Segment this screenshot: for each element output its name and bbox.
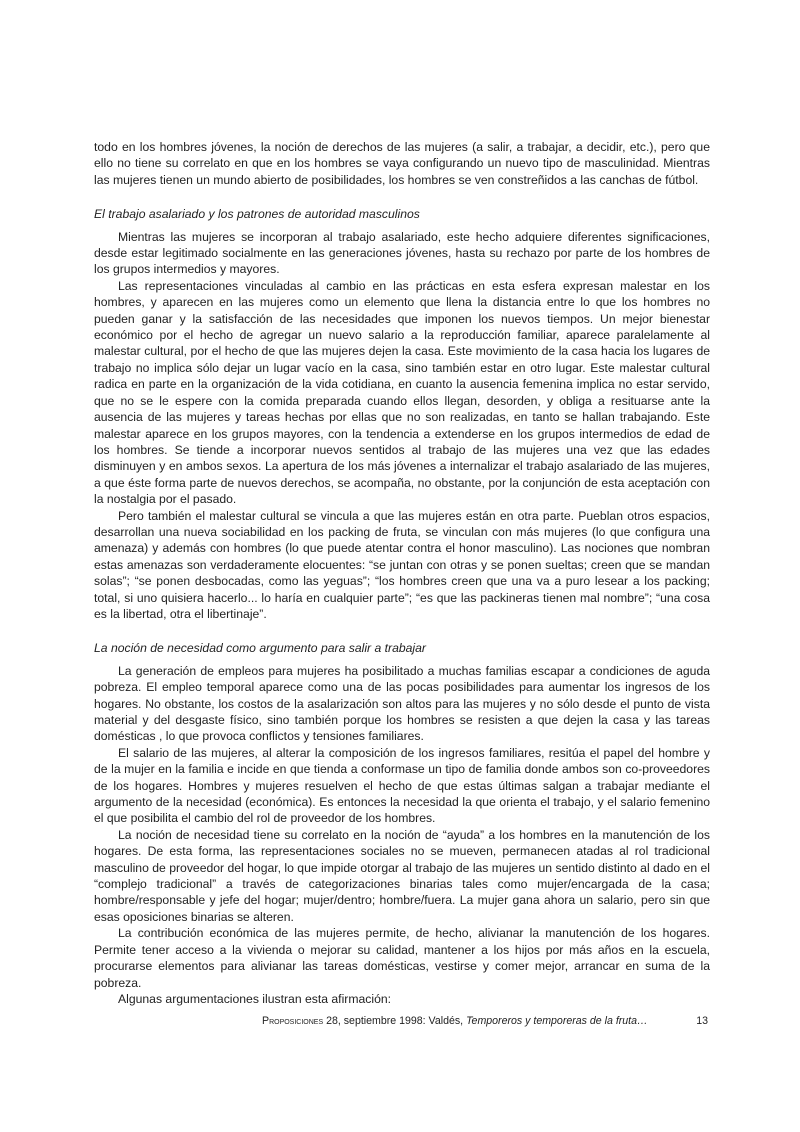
- footer-title: Temporeros y temporeras de la fruta…: [466, 1015, 648, 1027]
- paragraph: La generación de empleos para mujeres ha posibilitado a muchas familias escapar a condiciones de aguda pobreza. El empleo temporal aparece como una de las pocas posibilidades para aumentar los ingresos de los hogares. No obstante, los costos de la asalarización son altos para las mujeres y no sólo desde el punto de vista material y del desgaste físico, sino también porque los hombres se resisten a que dejen la casa y las tareas domésticas , lo que provoca conflictos y tensiones familiares.: [94, 663, 710, 744]
- section-heading-salaried-work: El trabajo asalariado y los patrones de autoridad masculinos: [94, 207, 420, 222]
- footer-journal: Proposiciones: [262, 1015, 324, 1027]
- paragraph: Algunas argumentaciones ilustran esta afirmación:: [118, 991, 392, 1006]
- paragraph: La noción de necesidad tiene su correlato en la noción de “ayuda” a los hombres en la manutención de los hogares. De esta forma, las representaciones sociales no se mueven, permanecen atadas al rol tradicional masculino de proveedor del hogar, lo que impide otorgar al trabajo de las mujeres un sentido distinto al dado en el “complejo tradicional” a través de categorizaciones binarias tales como mujer/encargada de la casa; hombre/responsable y jefe del hogar; mujer/dentro; hombre/fuera. La mujer gana ahora un salario, pero sin que esas oposiciones binarias se alteren.: [94, 827, 710, 924]
- paragraph: La contribución económica de las mujeres permite, de hecho, alivianar la manutención de los hogares. Permite tener acceso a la vivienda o mejorar su calidad, mantener a los hijos por más años en la escuela, procurarse elementos para alivianar las tareas domésticas, vestirse y comer mejor, arrancar en suma de la pobreza.: [94, 926, 710, 990]
- paragraph-intro: todo en los hombres jóvenes, la noción de derechos de las mujeres (a salir, a trabajar, a decidir, etc.), pero que ello no tiene su correlato en que en los hombres se vaya configurando un nuevo tipo de masculinidad. Mientras las mujeres tienen un mundo abierto de posibilidades, los hombres se ven constreñidos a las canchas de fútbol.: [94, 140, 710, 187]
- paragraph: El salario de las mujeres, al alterar la composición de los ingresos familiares, resitúa el papel del hombre y de la mujer en la familia e incide en que tienda a conformase un tipo de familia donde ambos son co-proveedores de los hogares. Hombres y mujeres resuelven el hecho de que estas últimas salgan a trabajar mediante el argumento de la necesidad (económica). Es entonces la necesidad la que orienta el trabajo, y el salario femenino el que posibilita el cambio del rol de proveedor de los hombres.: [94, 745, 710, 826]
- page-number: 13: [696, 1015, 708, 1027]
- page-footer: [262, 1015, 712, 1027]
- section-heading-necessity: La noción de necesidad como argumento para salir a trabajar: [94, 641, 426, 656]
- paragraph: Las representaciones vinculadas al cambio en las prácticas en esta esfera expresan malestar en los hombres, y aparecen en las mujeres como un elemento que llena la distancia entre lo que los hombres no pueden ganar y la satisfacción de las necesidades que imponen los nuevos tiempos. Un mejor bienestar económico por el hecho de agregar un nuevo salario a la reproducción familiar, aparece paralelamente al malestar cultural, por el hecho de que las mujeres dejen la casa. Este movimiento de la casa hacia los lugares de trabajo no implica sólo dejar un lugar vacío en la casa, sino también estar en otro lugar. Este malestar cultural radica en parte en la organización de la vida cotidiana, en cuanto la ausencia femenina implica no estar servido, que no se le espere con la comida preparada cuando ellos llegan, desorden, y obliga a resituarse ante la ausencia de las mujeres y tareas hechas por ellas que no son realizadas, en tanto se hallan trabajando. Este malestar aparece en los grupos mayores, con la tendencia a extenderse en los grupos intermedios de edad de los hombres. Se tiende a incorporar nuevos sentidos al trabajo de las mujeres una vez que las edades disminuyen y en ambos sexos. La apertura de los más jóvenes a internalizar el trabajo asalariado de las mujeres, a que éste forma parte de nuevos derechos, se acompaña, no obstante, por la conjunción de esta aceptación con la nostalgia por el pasado.: [94, 278, 710, 507]
- paragraph: Mientras las mujeres se incorporan al trabajo asalariado, este hecho adquiere diferentes significaciones, desde estar legitimado socialmente en las generaciones jóvenes, hasta su rechazo por parte de los hombres de los grupos intermedios y mayores.: [94, 229, 710, 277]
- footer-issue: 28, septiembre 1998: Valdés,: [323, 1015, 467, 1027]
- paragraph: Pero también el malestar cultural se vincula a que las mujeres están en otra parte. Pueblan otros espacios, desarrollan una nueva sociabilidad en los packing de fruta, se vinculan con más mujeres (lo que configura una amenaza) y además con hombres (lo que puede atentar contra el honor masculino). Las nociones que nombran estas amenazas son verdaderamente elocuentes: “se juntan con otras y se ponen sueltas; creen que se mandan solas”; “se ponen desbocadas, como las yeguas”; “los hombres creen que una va a puro lesear a los packing; total, si uno quisiera hacerlo... lo haría en cualquier parte”; “es que las packineras tienen mal nombre”; “una cosa es la libertad, otra el libertinaje”.: [94, 508, 710, 621]
- document-body: [94, 139, 710, 1007]
